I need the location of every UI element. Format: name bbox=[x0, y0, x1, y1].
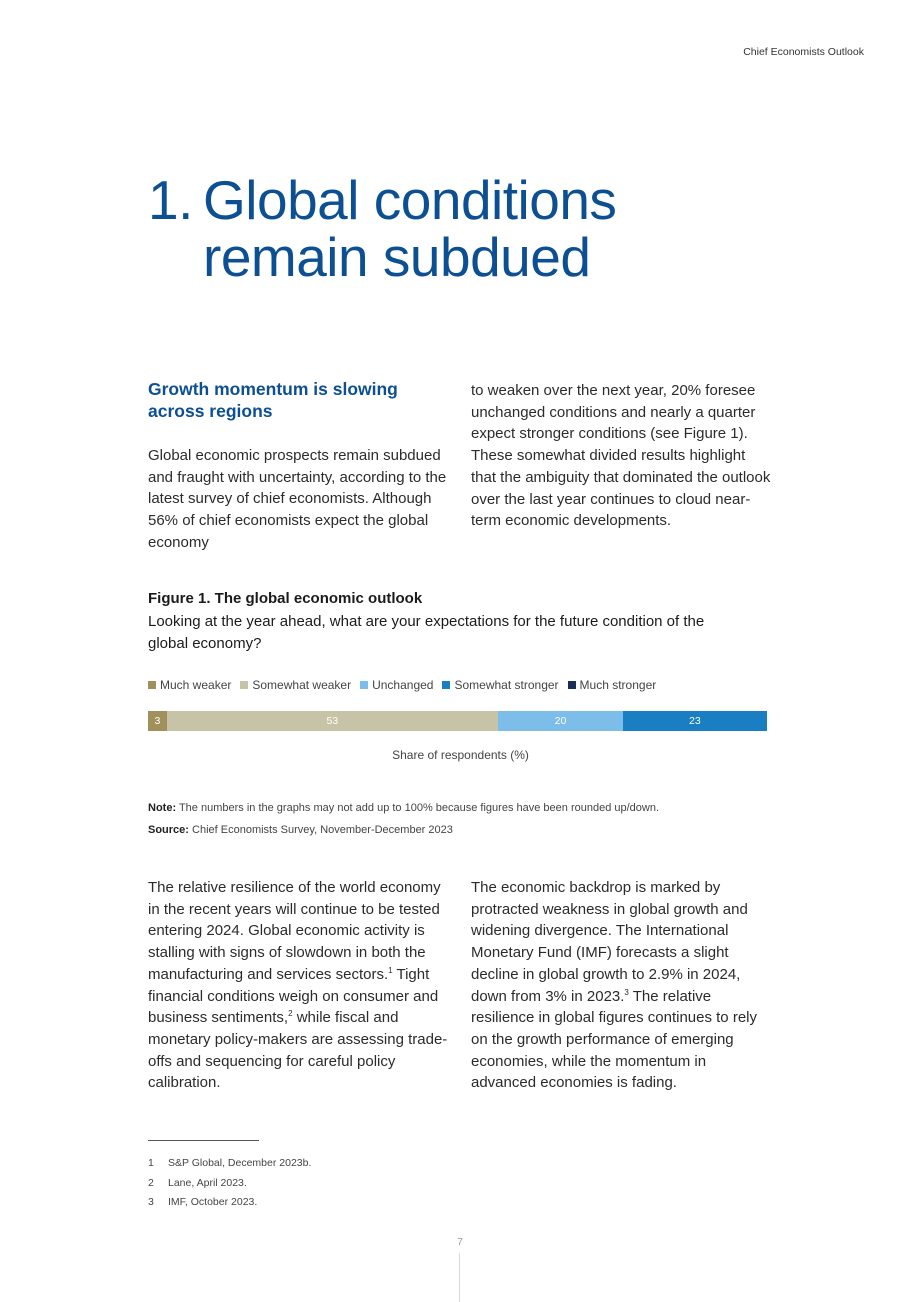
source-label: Source: bbox=[148, 824, 189, 836]
source-text: Chief Economists Survey, November-December 2023 bbox=[188, 824, 453, 836]
intro-right-column bbox=[471, 380, 771, 532]
chapter-title-text: Global conditions remain subdued bbox=[203, 169, 617, 288]
footnote-text: IMF, October 2023. bbox=[168, 1196, 258, 1208]
intro-paragraph-left: Global economic prospects remain subdued and fraught with uncertainty, according to the latest survey of chief economists. Although 56% of chief economists expect the global economy bbox=[148, 447, 447, 551]
note-line bbox=[148, 797, 659, 819]
footnote bbox=[148, 1174, 311, 1194]
section-heading: Growth momentum is slowing across regions bbox=[148, 379, 398, 421]
body-right-column bbox=[471, 877, 771, 1094]
footnote-number: 3 bbox=[148, 1196, 154, 1208]
bar-value-label: 3 bbox=[154, 715, 161, 727]
bar-value-label: 20 bbox=[554, 715, 567, 727]
legend-item bbox=[442, 678, 558, 692]
bar-value-label: 53 bbox=[326, 715, 339, 727]
note-label: Note: bbox=[148, 802, 177, 814]
body-text: Tight financial conditions weigh on consumer and business sentiments, bbox=[148, 965, 439, 1027]
footnotes bbox=[148, 1154, 311, 1213]
x-axis-label: Share of respondents (%) bbox=[392, 748, 529, 762]
bar-segment bbox=[623, 711, 767, 731]
body-text: The relative resilience in global figures continues to rely on the growth performance of emerging economies, while the momentum in advanced economies is fading. bbox=[471, 987, 757, 1092]
figure-title: Figure 1. The global economic outlook bbox=[148, 590, 423, 607]
chapter-number: 1. bbox=[148, 169, 193, 231]
legend-label: Much weaker bbox=[160, 678, 232, 692]
stacked-bar bbox=[148, 711, 773, 731]
page-divider bbox=[459, 1253, 460, 1302]
figure-caption bbox=[148, 589, 773, 654]
footnote-number: 2 bbox=[148, 1176, 154, 1189]
page-number: 7 bbox=[457, 1236, 463, 1248]
intro-left-column bbox=[148, 378, 448, 554]
legend-swatch bbox=[568, 681, 576, 689]
footnote bbox=[148, 1154, 311, 1174]
legend-label: Somewhat weaker bbox=[252, 678, 352, 692]
footnote-text: S&P Global, December 2023b. bbox=[168, 1157, 312, 1169]
body-paragraph-right bbox=[471, 877, 771, 1094]
legend-label: Much stronger bbox=[579, 678, 657, 692]
bar-value-label: 23 bbox=[689, 715, 701, 727]
body-left-column bbox=[148, 877, 450, 1094]
body-text: while fiscal and monetary policy-makers are assessing trade-offs and sequencing for careful policy calibration. bbox=[148, 1009, 448, 1092]
legend-swatch bbox=[360, 681, 368, 689]
bar-segment bbox=[167, 711, 498, 731]
legend-item bbox=[148, 678, 231, 692]
bar-segment bbox=[498, 711, 623, 731]
footnote-divider bbox=[148, 1140, 259, 1141]
figure-notes bbox=[148, 797, 659, 841]
legend-item bbox=[360, 678, 433, 692]
running-header: Chief Economists Outlook bbox=[743, 46, 864, 58]
body-text: The relative resilience of the world economy in the recent years will continue to be tested entering 2024. Global economic activity is stalling with signs of slowdown in both the manufacturing and services sectors. bbox=[148, 879, 441, 983]
source-line bbox=[148, 819, 659, 841]
legend-item bbox=[568, 678, 657, 692]
bar-segment bbox=[148, 711, 167, 731]
legend-label: Unchanged bbox=[372, 678, 434, 692]
footnote-text: Lane, April 2023. bbox=[168, 1176, 247, 1189]
footnote-ref: 2 bbox=[288, 1009, 293, 1019]
intro-paragraph-right: to weaken over the next year, 20% foresee unchanged conditions and nearly a quarter expect stronger conditions (see Figure 1). These somewhat divided results highlight that the ambiguity that dominated the outlook over the last year continues to cloud near-term economic developments. bbox=[471, 382, 771, 530]
note-text: The numbers in the graphs may not add up to 100% because figures have been rounded up/down. bbox=[176, 802, 660, 814]
footnote-number: 1 bbox=[148, 1157, 154, 1169]
legend-swatch bbox=[240, 681, 248, 689]
legend-item bbox=[240, 678, 351, 692]
body-text: The economic backdrop is marked by protracted weakness in global growth and widening divergence. The International Monetary Fund (IMF) forecasts a slight decline in global growth to 2.9% in 2024, down from 3% in 2023. bbox=[471, 879, 748, 1005]
body-paragraph-left bbox=[148, 877, 450, 1094]
footnote-ref: 1 bbox=[388, 965, 393, 975]
legend-label: Somewhat stronger bbox=[454, 678, 559, 692]
legend-swatch bbox=[148, 681, 156, 689]
footnote bbox=[148, 1193, 311, 1213]
legend-swatch bbox=[442, 681, 450, 689]
figure-question: Looking at the year ahead, what are your expectations for the future condition of the global economy? bbox=[148, 613, 705, 652]
chart-legend bbox=[148, 678, 665, 692]
footnote-ref: 3 bbox=[624, 987, 629, 997]
chapter-title bbox=[148, 169, 723, 288]
